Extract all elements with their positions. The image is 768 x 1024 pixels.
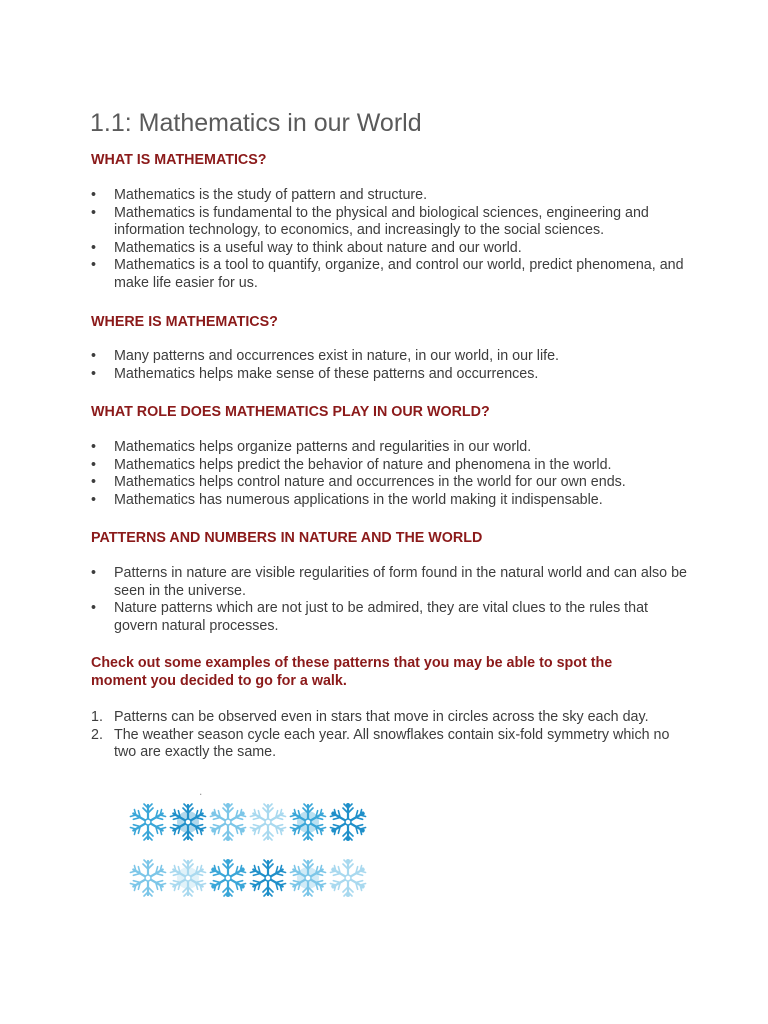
- bullet-marker: •: [91, 565, 97, 581]
- section-list-patterns: [91, 565, 691, 635]
- list-item: [91, 474, 691, 492]
- snowflake-icon: [250, 804, 286, 840]
- snowflake-icon: [290, 860, 326, 896]
- section-list-what-is: [91, 187, 691, 293]
- snowflake-icon: [290, 804, 326, 840]
- bullet-marker: •: [91, 474, 97, 491]
- stray-tick: .: [199, 784, 203, 798]
- snowflake-icon: [250, 860, 286, 896]
- bullet-marker: •: [91, 600, 97, 617]
- bullet-marker: •: [91, 439, 97, 455]
- snowflake-icon: [209, 803, 247, 841]
- list-item: [91, 600, 691, 635]
- list-item: [91, 439, 691, 457]
- snowflake-icon: [209, 859, 247, 897]
- section-heading-patterns: PATTERNS AND NUMBERS IN NATURE AND THE WORLD: [91, 530, 483, 546]
- list-item-text: Mathematics helps organize patterns and regularities in our world.: [114, 439, 532, 455]
- bullet-marker: •: [91, 204, 97, 221]
- list-item-text: Patterns in nature are visible regularities of form found in the natural world and can also be seen in the universe.: [114, 565, 687, 599]
- list-item-text: Many patterns and occurrences exist in nature, in our world, in our life.: [114, 348, 560, 364]
- list-item: [91, 348, 691, 366]
- page-title: 1.1: Mathematics in our World: [90, 109, 422, 137]
- section-heading-role: WHAT ROLE DOES MATHEMATICS PLAY IN OUR WORLD?: [91, 404, 490, 420]
- list-item-text: Mathematics is the study of pattern and structure.: [114, 187, 428, 203]
- list-item: [91, 366, 691, 384]
- section-heading-what-is: WHAT IS MATHEMATICS?: [91, 152, 267, 168]
- list-item: [91, 565, 691, 600]
- examples-list: [91, 709, 691, 762]
- list-item-text: Mathematics helps make sense of these patterns and occurrences.: [114, 365, 539, 382]
- list-item-text: Mathematics helps predict the behavior of nature and phenomena in the world.: [114, 456, 612, 473]
- snowflakes-image: [128, 796, 368, 904]
- snowflake-icon: [130, 860, 166, 896]
- list-item: [91, 257, 691, 292]
- snowflake-icon: [329, 803, 367, 841]
- bullet-marker: •: [91, 491, 97, 508]
- list-item: [91, 205, 691, 240]
- bullet-marker: •: [91, 187, 97, 203]
- list-item-text: Mathematics is a useful way to think about nature and our world.: [114, 239, 522, 256]
- list-item: [91, 492, 691, 510]
- snowflake-icon: [170, 860, 206, 896]
- bullet-marker: •: [91, 365, 97, 382]
- list-item-text: Mathematics has numerous applications in the world making it indispensable.: [114, 491, 603, 508]
- list-item-text: Mathematics helps control nature and occurrences in the world for our own ends.: [114, 474, 626, 491]
- number-marker: 1.: [91, 709, 103, 725]
- list-item-text: Nature patterns which are not just to be admired, they are vital clues to the rules that govern natural processes.: [114, 600, 649, 634]
- list-item-text: The weather season cycle each year. All snowflakes contain six-fold symmetry which no two are exactly the same.: [114, 726, 670, 761]
- bullet-marker: •: [91, 348, 97, 364]
- snowflake-icon: [170, 804, 206, 840]
- snowflake-icon: [130, 804, 166, 840]
- list-item: [91, 709, 691, 727]
- number-marker: 2.: [91, 726, 103, 743]
- snowflake-icon: [329, 859, 367, 897]
- list-item: [91, 187, 691, 205]
- list-item-text: Mathematics is fundamental to the physical and biological sciences, engineering and information technology, to economics, and increasingly to the social sciences.: [114, 204, 649, 239]
- bullet-marker: •: [91, 257, 97, 274]
- section-list-role: [91, 439, 691, 509]
- section-heading-where-is: WHERE IS MATHEMATICS?: [91, 314, 278, 330]
- bullet-marker: •: [91, 456, 97, 473]
- list-item: [91, 727, 691, 762]
- list-item: [91, 240, 691, 258]
- section-list-where-is: [91, 348, 691, 383]
- list-item: [91, 457, 691, 475]
- examples-heading: Check out some examples of these patterns that you may be able to spot the moment you decided to go for a walk.: [91, 655, 613, 689]
- list-item-text: Patterns can be observed even in stars that move in circles across the sky each day.: [114, 709, 649, 725]
- list-item-text: Mathematics is a tool to quantify, organize, and control our world, predict phenomena, and make life easier for us.: [114, 257, 684, 291]
- bullet-marker: •: [91, 239, 97, 256]
